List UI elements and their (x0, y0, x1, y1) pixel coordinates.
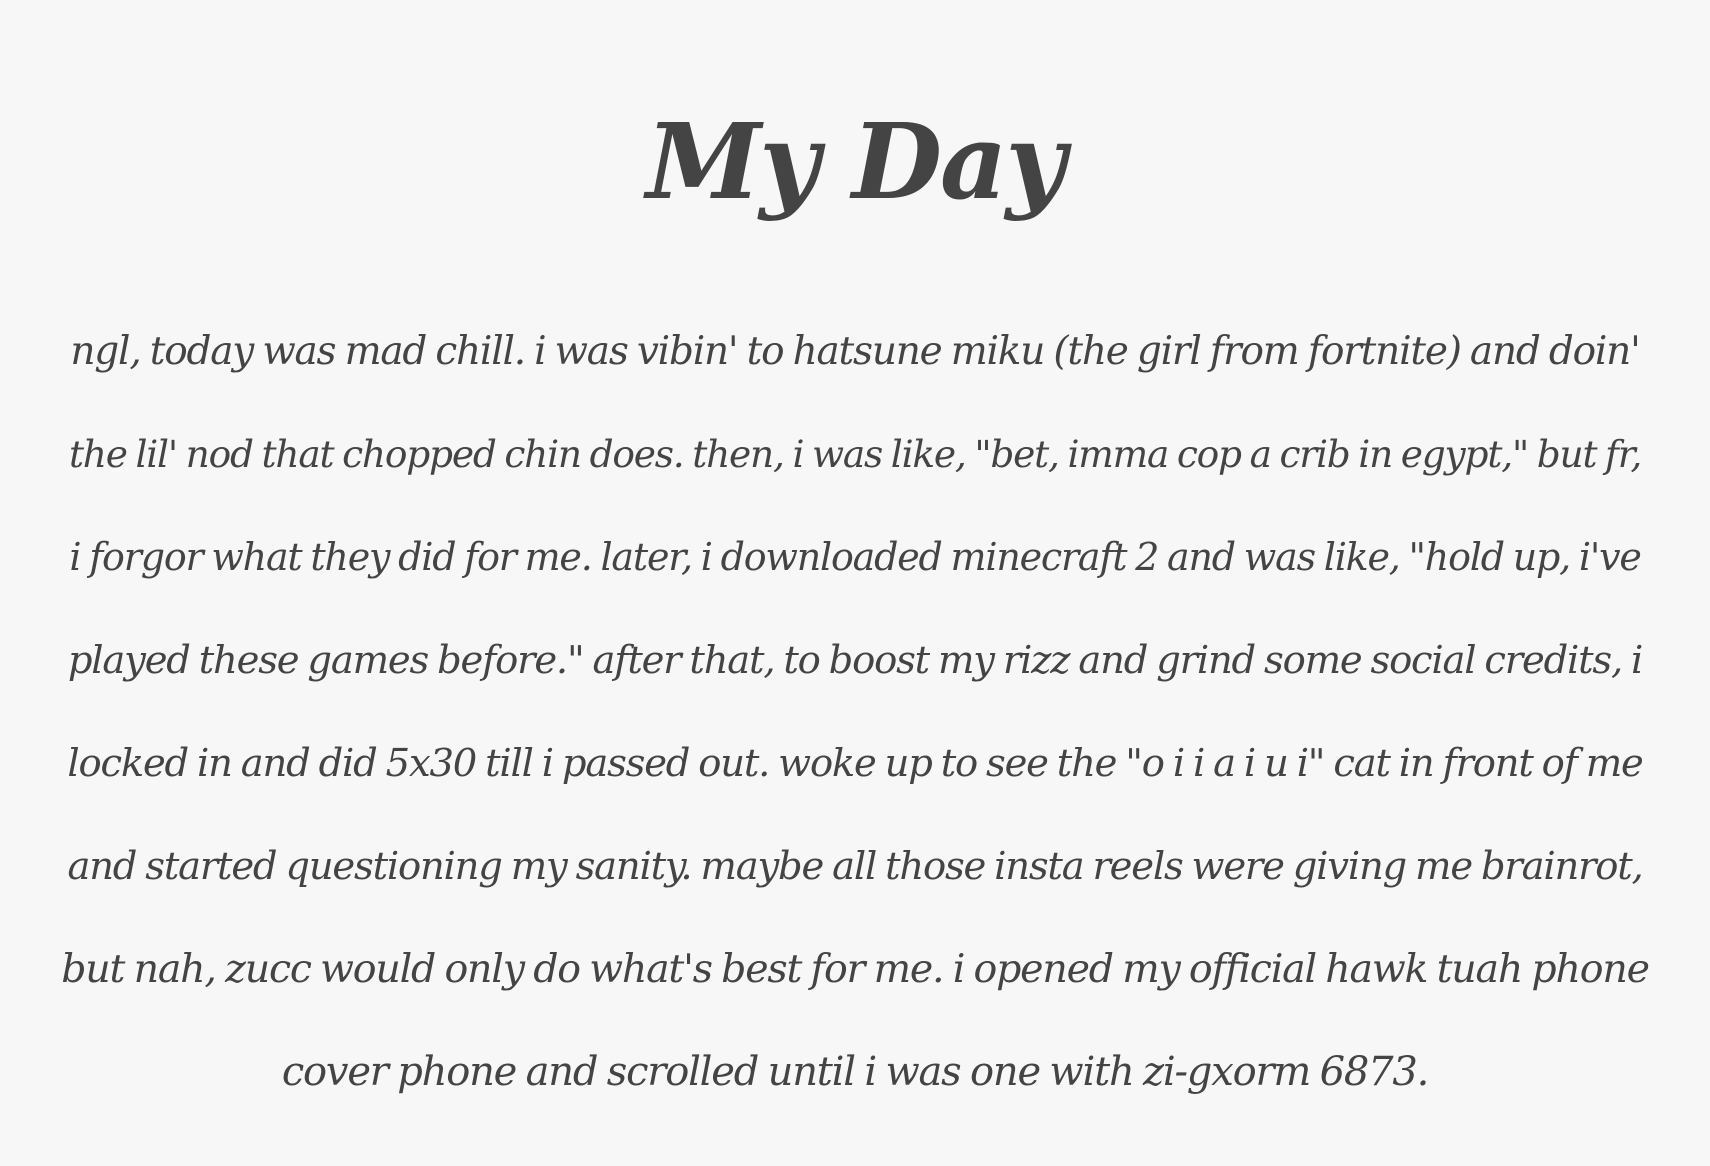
paragraph-line: but nah, zucc would only do what's best for me. i opened my official hawk tuah phone (61, 946, 1649, 992)
diary-entry-paragraph (60, 300, 1650, 1124)
paragraph-line: ngl, today was mad chill. i was vibin' to hatsune miku (the girl from fortnite) and doin' (70, 329, 1640, 374)
page-title: My Day (646, 100, 1064, 223)
paragraph-line: and started questioning my sanity. maybe all those insta reels were giving me brainrot, (67, 844, 1643, 889)
paragraph-line: cover phone and scrolled until i was one with zi-gxorm 6873. (281, 1049, 1429, 1095)
paragraph-line: played these games before." after that, to boost my rizz and grind some social credits, i (67, 638, 1643, 683)
paragraph-line: i forgor what they did for me. later, i downloaded minecraft 2 and was like, "hold up, i've (69, 535, 1641, 579)
paragraph-line: the lil' nod that chopped chin does. then, i was like, "bet, imma cop a crib in egypt," but fr, (68, 432, 1642, 476)
paragraph-line: locked in and did 5x30 till i passed out. woke up to see the "o i i a i u i" cat in front of me (67, 741, 1643, 786)
